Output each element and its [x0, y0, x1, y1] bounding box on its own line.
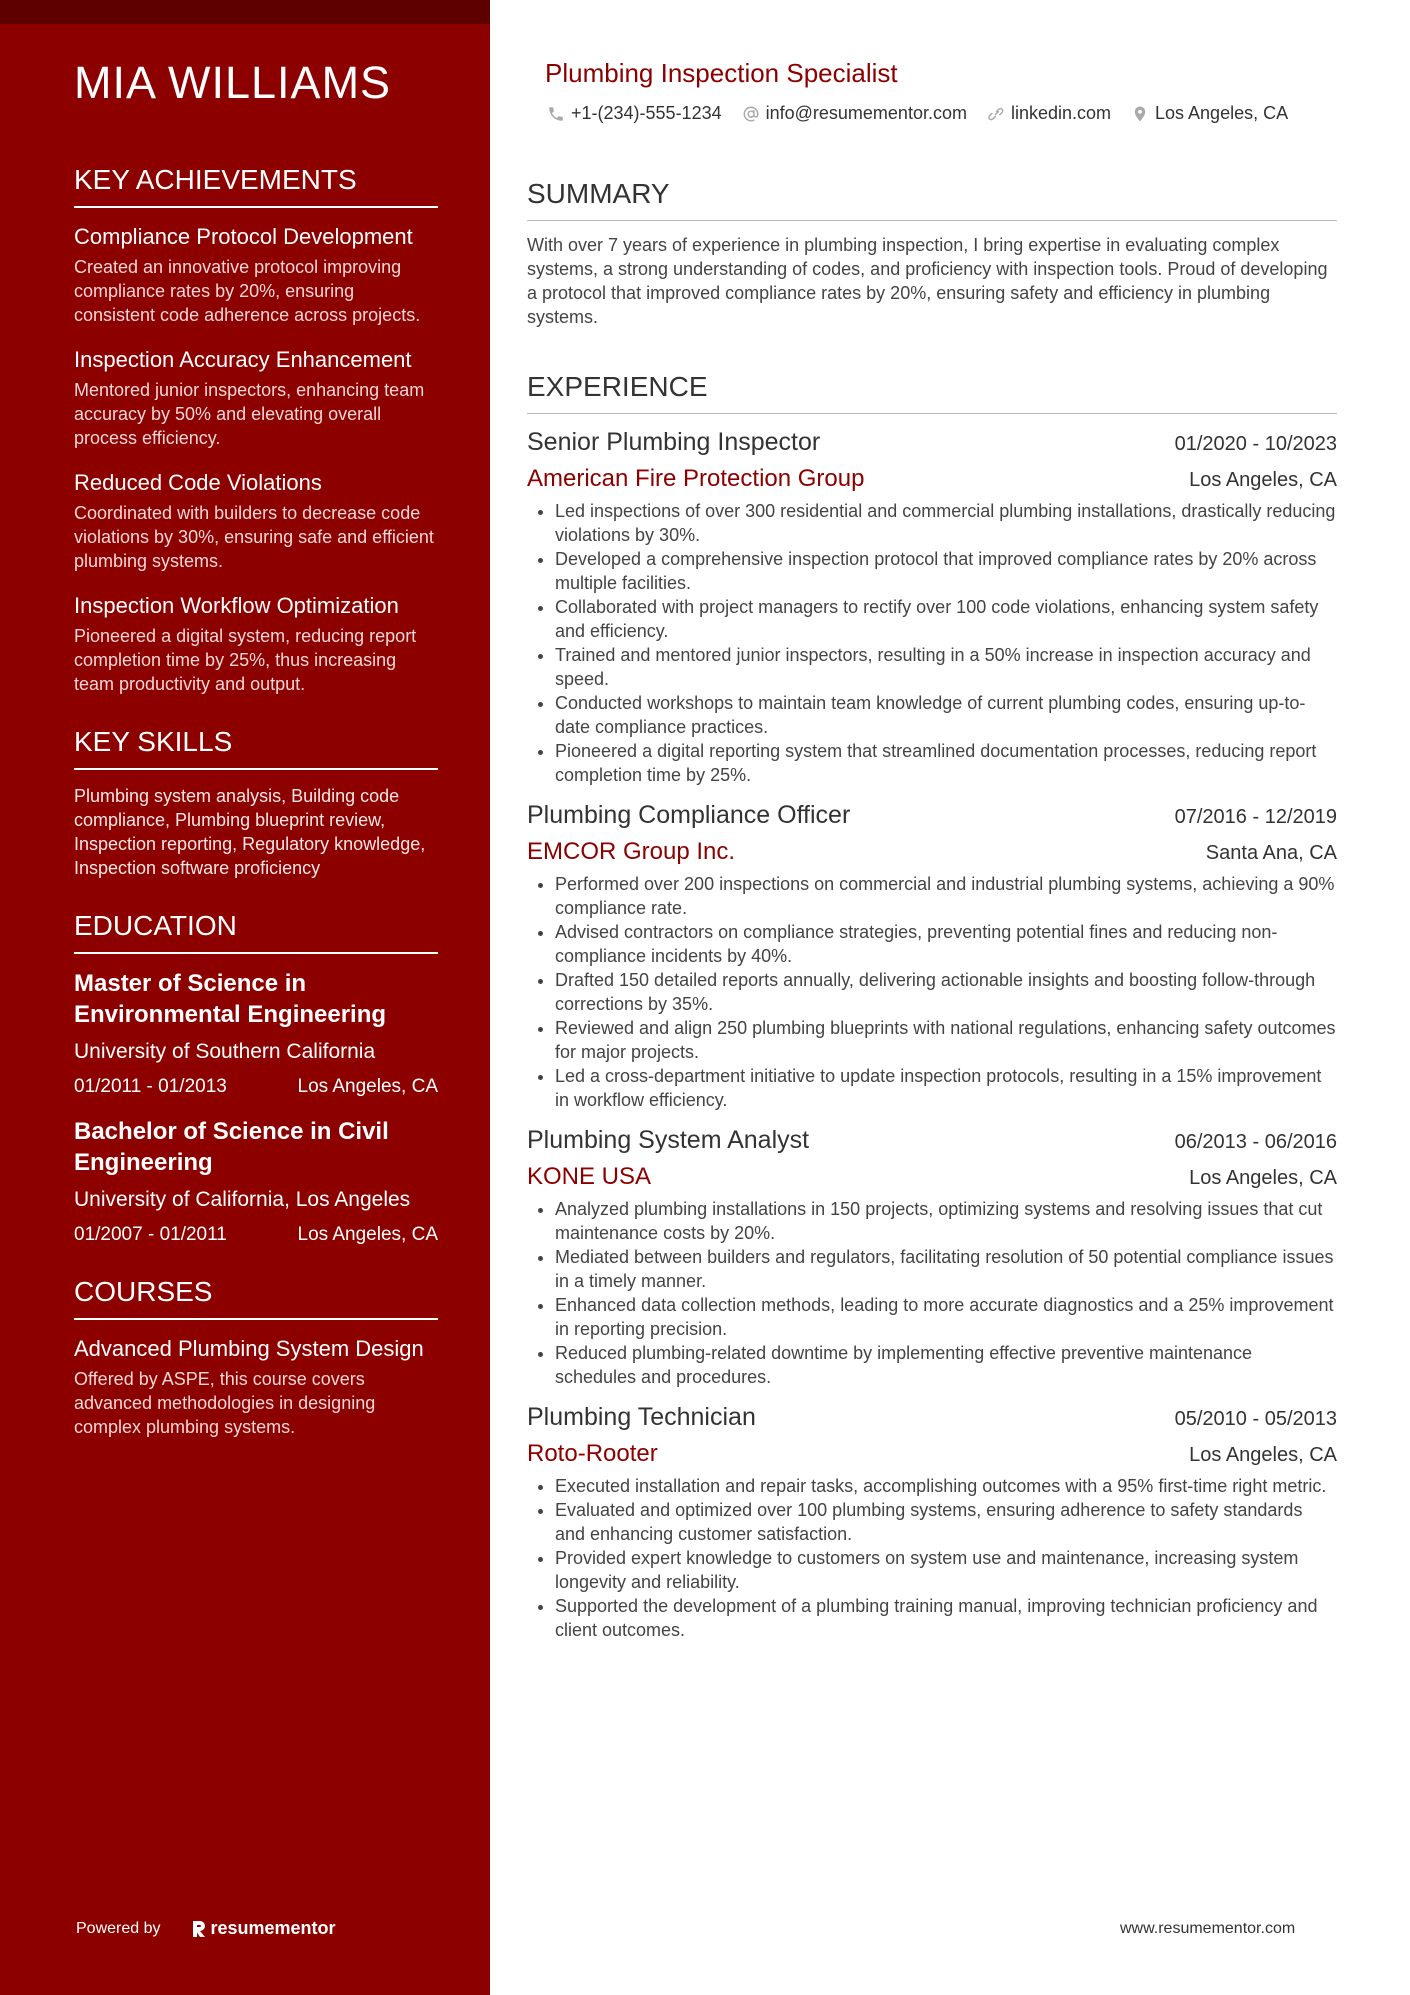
courses-section [74, 1276, 438, 1439]
summary-heading: SUMMARY [527, 178, 1337, 221]
experience-section [527, 371, 1337, 1642]
job-dates: 07/2016 - 12/2019 [1174, 806, 1337, 828]
job-entry [527, 428, 1337, 787]
job-bullet: • Led a cross-department initiative to update inspection protocols, resulting in a 15% improvement in workflow efficiency. [555, 1064, 1337, 1112]
brand-logo[interactable] [191, 1918, 336, 1939]
job-entry [527, 1126, 1337, 1389]
job-bullet: • Mediated between builders and regulators, facilitating resolution of 50 potential compliance issues in a timely manner. [555, 1245, 1337, 1293]
location-pin-icon [1131, 105, 1149, 123]
education-location: Los Angeles, CA [297, 1075, 438, 1097]
job-bullet: • Reduced plumbing-related downtime by implementing effective preventive maintenance schedules and procedures. [555, 1341, 1337, 1389]
skills-section [74, 726, 438, 880]
achievement-title: Inspection Workflow Optimization [74, 592, 399, 618]
job-bullet: • Conducted workshops to maintain team knowledge of current plumbing codes, ensuring up-to-date compliance practices. [555, 691, 1337, 739]
achievement-title: Reduced Code Violations [74, 469, 322, 495]
contact-email[interactable] [742, 103, 967, 124]
job-bullet: • Evaluated and optimized over 100 plumbing systems, ensuring adherence to safety standards and enhancing customer satisfaction. [555, 1498, 1337, 1546]
sidebar [0, 0, 490, 1995]
job-bullet: • Enhanced data collection methods, leading to more accurate diagnostics and a 25% improvement in reporting precision. [555, 1293, 1337, 1341]
achievement-item [74, 591, 438, 696]
phone-icon [547, 105, 565, 123]
job-bullet: • Reviewed and align 250 plumbing blueprints with national regulations, enhancing safety outcomes for major projects. [555, 1016, 1337, 1064]
summary-section [527, 178, 1337, 329]
email-text: info@resumementor.com [765, 103, 967, 123]
education-location: Los Angeles, CA [297, 1223, 438, 1245]
job-bullet: • Performed over 200 inspections on commercial and industrial plumbing systems, achieving a 90% compliance rate. [555, 872, 1337, 920]
job-bullet: • Drafted 150 detailed reports annually, delivering actionable insights and boosting follow-through corrections by 35%. [555, 968, 1337, 1016]
course-desc: Offered by ASPE, this course covers advanced methodologies in designing complex plumbing systems. [74, 1368, 376, 1437]
candidate-name: MIA WILLIAMS [74, 57, 392, 108]
school: University of Southern California [74, 1039, 376, 1063]
achievement-desc: Pioneered a digital system, reducing report completion time by 25%, thus increasing team productivity and output. [74, 625, 417, 694]
job-bullet: • Supported the development of a plumbing training manual, improving technician proficiency and client outcomes. [555, 1594, 1337, 1642]
achievement-item [74, 222, 438, 327]
courses-heading: COURSES [74, 1276, 438, 1320]
job-bullets [527, 872, 1337, 1112]
course-item [74, 1334, 438, 1439]
phone-text: +1-(234)-555-1234 [571, 103, 722, 123]
achievement-item [74, 345, 438, 450]
job-bullet: • Analyzed plumbing installations in 150 projects, optimizing systems and resolving issues that cut maintenance costs by 20%. [555, 1197, 1337, 1245]
job-location: Santa Ana, CA [1205, 842, 1337, 864]
location-text: Los Angeles, CA [1155, 103, 1289, 123]
company-name: KONE USA [527, 1163, 652, 1190]
headline-title: Plumbing Inspection Specialist [545, 58, 898, 88]
job-role: Plumbing System Analyst [527, 1126, 810, 1154]
company-name: Roto-Rooter [527, 1440, 658, 1467]
job-bullet: • Trained and mentored junior inspectors, resulting in a 50% increase in inspection accuracy and speed. [555, 643, 1337, 691]
job-bullet: • Led inspections of over 300 residential and commercial plumbing installations, drastically reducing violations by 30%. [555, 499, 1337, 547]
job-dates: 01/2020 - 10/2023 [1174, 433, 1337, 455]
brand-name: resumementor [210, 1918, 336, 1938]
main-content [527, 58, 1337, 1642]
achievement-title: Compliance Protocol Development [74, 223, 413, 249]
job-bullet: • Pioneered a digital reporting system that streamlined documentation processes, reducing report completion time by 25%. [555, 739, 1337, 787]
achievement-desc: Coordinated with builders to decrease code violations by 30%, ensuring safe and efficient plumbing systems. [74, 502, 434, 571]
course-title: Advanced Plumbing System Design [74, 1335, 424, 1361]
linkedin-text: linkedin.com [1010, 103, 1112, 123]
powered-by-label: Powered by [76, 1919, 161, 1937]
company-name: American Fire Protection Group [527, 465, 865, 492]
education-section [74, 910, 438, 1246]
experience-heading: EXPERIENCE [527, 371, 1337, 414]
job-role: Plumbing Technician [527, 1403, 756, 1431]
sidebar-top-bar [0, 0, 490, 24]
degree: Bachelor of Science in Civil Engineering [74, 1117, 389, 1176]
degree: Master of Science in Environmental Engineering [74, 969, 387, 1028]
contact-linkedin[interactable] [987, 103, 1111, 124]
job-bullet: • Provided expert knowledge to customers on system use and maintenance, increasing system longevity and reliability. [555, 1546, 1337, 1594]
achievements-heading: KEY ACHIEVEMENTS [74, 164, 438, 208]
skills-heading: KEY SKILLS [74, 726, 438, 770]
resumementor-logo-icon [191, 1920, 207, 1938]
powered-by [76, 1918, 336, 1939]
education-dates: 01/2011 - 01/2013 [74, 1075, 227, 1097]
education-dates: 01/2007 - 01/2011 [74, 1223, 227, 1245]
achievement-title: Inspection Accuracy Enhancement [74, 346, 412, 372]
education-heading: EDUCATION [74, 910, 438, 954]
job-bullet: • Executed installation and repair tasks, accomplishing outcomes with a 95% first-time right metric. [555, 1474, 1337, 1498]
job-dates: 05/2010 - 05/2013 [1174, 1408, 1337, 1430]
skills-list: Plumbing system analysis, Building code compliance, Plumbing blueprint review, Inspection reporting, Regulatory knowledge, Inspection software proficiency [74, 785, 426, 878]
at-icon [742, 105, 760, 123]
job-bullets [527, 1474, 1337, 1642]
link-icon [987, 105, 1005, 123]
job-bullet: • Advised contractors on compliance strategies, preventing potential fines and reducing non-compliance incidents by 40%. [555, 920, 1337, 968]
achievements-section [74, 164, 438, 696]
job-bullet: • Developed a comprehensive inspection protocol that improved compliance rates by 20% across multiple facilities. [555, 547, 1337, 595]
education-item [74, 1116, 438, 1246]
contact-phone[interactable] [547, 103, 722, 124]
footer-url[interactable]: www.resumementor.com [1120, 1920, 1296, 1937]
job-location: Los Angeles, CA [1189, 1167, 1337, 1189]
company-name: EMCOR Group Inc. [527, 838, 736, 865]
summary-text: With over 7 years of experience in plumbing inspection, I bring expertise in evaluating complex systems, a strong understanding of codes, and proficiency with inspection tools. Proud of developing a protocol that improved compliance rates by 20%, ensuring safety and efficiency in plumbing systems. [527, 235, 1328, 327]
sidebar-content [74, 58, 438, 1469]
school: University of California, Los Angeles [74, 1187, 411, 1211]
job-entry [527, 1403, 1337, 1642]
job-bullet: • Collaborated with project managers to rectify over 100 code violations, enhancing system safety and efficiency. [555, 595, 1337, 643]
job-bullets [527, 1197, 1337, 1389]
achievement-item [74, 468, 438, 573]
job-location: Los Angeles, CA [1189, 1444, 1337, 1466]
achievement-desc: Created an innovative protocol improving compliance rates by 20%, ensuring consistent code adherence across projects. [74, 256, 421, 325]
job-bullets [527, 499, 1337, 787]
job-location: Los Angeles, CA [1189, 469, 1337, 491]
education-item [74, 968, 438, 1098]
achievement-desc: Mentored junior inspectors, enhancing team accuracy by 50% and elevating overall process efficiency. [74, 379, 425, 448]
job-dates: 06/2013 - 06/2016 [1174, 1131, 1337, 1153]
job-entry [527, 801, 1337, 1112]
job-role: Senior Plumbing Inspector [527, 428, 821, 456]
contact-info [547, 103, 1337, 130]
contact-location [1131, 103, 1288, 124]
job-role: Plumbing Compliance Officer [527, 801, 851, 829]
